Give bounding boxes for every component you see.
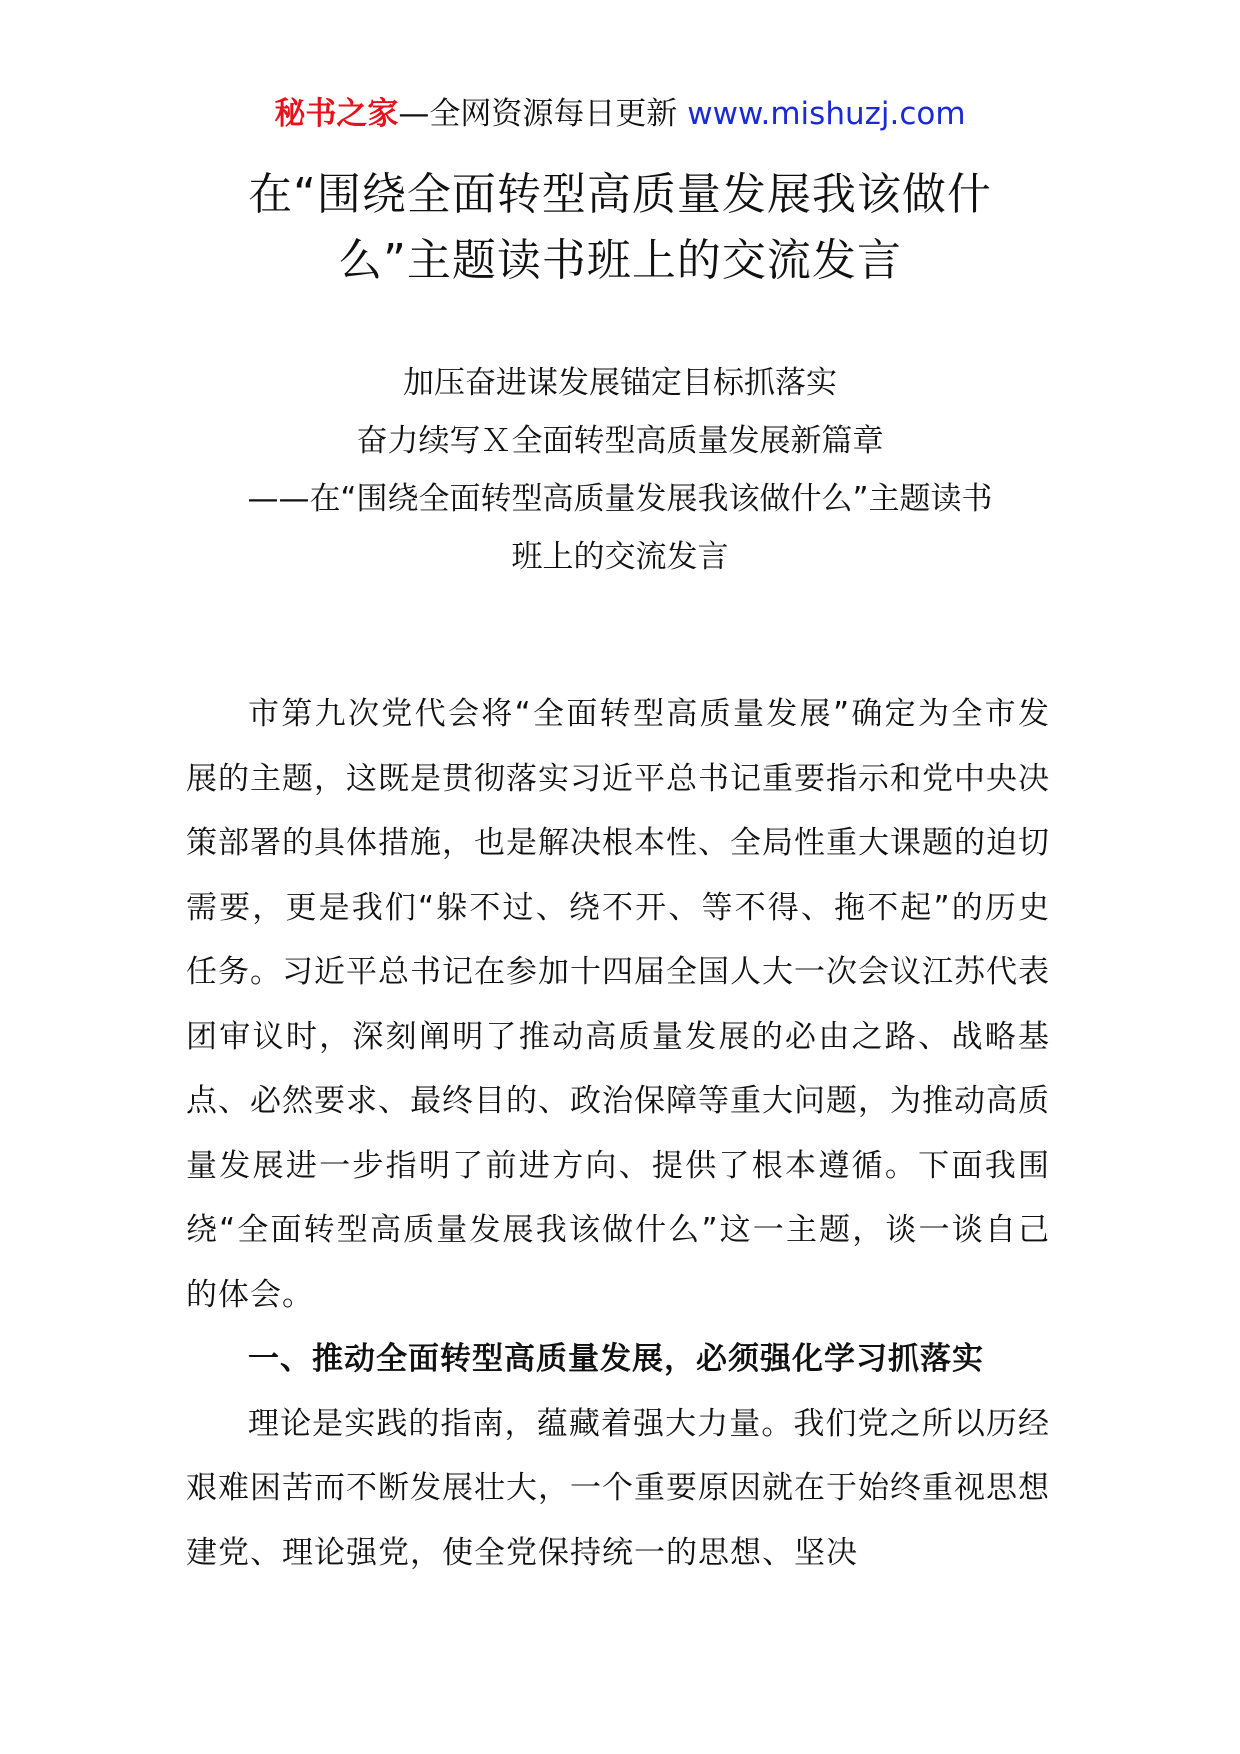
- site-brand: 秘书之家: [274, 96, 399, 132]
- section-heading-1: 一、推动全面转型高质量发展，必须强化学习抓落实: [248, 1341, 984, 1377]
- site-url-link[interactable]: www.mishuzj.com: [687, 96, 966, 132]
- body-paragraph-2: 理论是实践的指南，蕴藏着强大力量。我们党之所以历经艰难困苦而不断发展壮大，一个重要原因就在于始终重视思想建党、理论强党，使全党保持统一的思想、坚决: [186, 1405, 1050, 1571]
- document-subtitle: [180, 354, 1060, 586]
- document-body: [186, 682, 1050, 1585]
- subtitle-line-1: 加压奋进谋发展锚定目标抓落实: [403, 365, 837, 401]
- subtitle-line-2: 奋力续写Ｘ全面转型高质量发展新篇章: [356, 423, 884, 459]
- subtitle-line-3: ——在“围绕全面转型高质量发展我该做什么”主题读书: [247, 481, 993, 517]
- document-title: [150, 162, 1090, 294]
- site-tagline: —全网资源每日更新: [398, 96, 688, 132]
- body-paragraph-1: 市第九次党代会将“全面转型高质量发展”确定为全市发展的主题，这既是贯彻落实习近平总书记重要指示和党中央决策部署的具体措施，也是解决根本性、全局性重大课题的迫切需要，更是我们“躲不过、绕不开、等不得、拖不起”的历史任务。习近平总书记在参加十四届全国人大一次会议江苏代表团审议时，深刻阐明了推动高质量发展的必由之路、战略基点、必然要求、最终目的、政治保障等重大问题，为推动高质量发展进一步指明了前进方向、提供了根本遵循。下面我围绕“全面转型高质量发展我该做什么”这一主题，谈一谈自己的体会。: [186, 696, 1050, 1313]
- site-banner: [0, 94, 1240, 134]
- title-line-1: 在“围绕全面转型高质量发展我该做什: [248, 169, 992, 220]
- subtitle-line-4: 班上的交流发言: [511, 539, 729, 575]
- title-line-2: 么”主题读书班上的交流发言: [338, 235, 902, 286]
